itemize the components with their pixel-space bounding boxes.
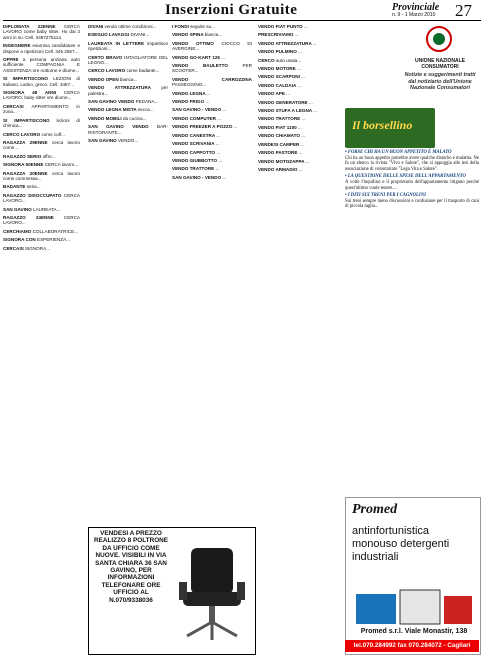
ads-column-1 xyxy=(3,24,80,654)
ad-text: cerca lavoro come commessa... xyxy=(3,170,80,181)
ad-heading: SAN GAVINO VENDO xyxy=(88,99,136,105)
ad-heading: DIVANI xyxy=(88,24,105,29)
ad-heading: VENDO GO-KART 125 xyxy=(172,54,222,60)
ad-text: CIOCCO DI AVERGINE... xyxy=(172,40,252,52)
ad-text: da cucina... xyxy=(122,115,147,121)
ad-heading: VENDO CAPPOTTO xyxy=(172,149,217,155)
ad-heading: VENDO CHIAMATO xyxy=(258,133,302,139)
ad-heading: VENDO OTTIMO xyxy=(172,40,222,46)
ad-text: ... xyxy=(205,99,210,105)
article-heading: • LA QUESTIONE DELLE SPESE DELL'APPARTAMENTO xyxy=(345,174,466,180)
issue-date: n. 9 - 1 Marzo 2010 xyxy=(392,12,436,18)
ad-heading: VENDO FREEZER A POZZO xyxy=(172,124,234,130)
classified-ad xyxy=(88,77,168,82)
classified-ad xyxy=(88,68,168,73)
ad-heading: SAN GAVINO VENDO xyxy=(88,124,158,130)
ad-heading: VENDO SCRIVANIA xyxy=(172,141,216,147)
ad-text: secca... xyxy=(137,107,154,113)
vendesi-ad-box xyxy=(88,527,256,655)
classified-ad xyxy=(172,24,252,29)
classified-ad xyxy=(172,41,252,52)
ad-text: APPARTAMENTO in zona... xyxy=(3,103,80,115)
ad-text: ... xyxy=(215,141,220,147)
ad-text: SIGNORA... xyxy=(24,245,50,251)
classified-ad xyxy=(258,142,338,147)
classified-ad xyxy=(172,133,252,138)
ad-heading: I FONDI xyxy=(172,24,191,29)
ad-text: DIVANI... xyxy=(130,32,150,38)
unione-logo-icon xyxy=(425,25,453,57)
classified-ad xyxy=(258,49,338,54)
ad-heading: VENDO CARROZZINA xyxy=(172,76,252,82)
classified-ad xyxy=(3,246,80,251)
classified-ad xyxy=(3,229,80,234)
classified-ad xyxy=(3,90,80,101)
ad-text: ... xyxy=(294,32,299,38)
classified-ad xyxy=(88,107,168,112)
ad-heading: VENDO GENERATORE xyxy=(258,99,309,105)
classified-ad xyxy=(3,184,80,189)
classified-ad xyxy=(3,43,80,54)
classified-ad xyxy=(172,158,252,163)
ad-heading: VENDO TRATTORE xyxy=(258,116,302,122)
ad-heading: VENDO ATTREZZATURA xyxy=(88,85,162,91)
office-chair-icon xyxy=(173,544,251,644)
ad-heading: CERCO LAVORO xyxy=(88,68,127,74)
ad-heading: SI IMPARTISCONO xyxy=(3,117,57,123)
ad-text: vendo ottime condizioni... xyxy=(104,24,157,29)
vendesi-ad-text: VENDESI A PREZZO REALIZZO 8 POLTRONE DA UFFICIO COME NUOVE. VISIBILI IN VIA SANTA CHIARA 36 SAN GAVINO, PER INFORMAZIONI TELEFONARE ORE UFFICIO AL N.070/9338036 xyxy=(93,530,169,604)
ad-heading: DIPLOMATA 22ENNE xyxy=(3,24,64,29)
ad-heading: RAGAZZA 29ENNE xyxy=(3,139,52,145)
ad-heading: VENDO BAULETTO xyxy=(172,63,243,69)
classified-ad xyxy=(3,154,80,159)
ad-heading: VENDO PASTORE xyxy=(258,150,299,156)
article-heading: • I DITI SUI TRENI PER I CAGNOLINI xyxy=(345,193,426,199)
ad-heading: CERCHIAMO xyxy=(3,228,33,234)
ad-text: ... xyxy=(221,54,226,60)
ad-text: PASSEGGINO... xyxy=(172,82,207,88)
ad-text: CERCA lavoro... xyxy=(44,162,79,168)
classified-ad xyxy=(258,32,338,37)
ad-heading: LAUREATA IN LETTERE xyxy=(88,40,148,46)
ad-text: ... xyxy=(312,40,317,46)
ad-text: come colf... xyxy=(41,131,65,137)
ad-text: ... xyxy=(300,141,305,147)
ad-heading: SAN GAVINO - VENDO xyxy=(172,174,223,180)
ad-heading: ESEGUO LAVAGGI xyxy=(88,32,131,38)
ad-heading: VENDO FIAT PUNTO xyxy=(258,24,305,29)
ad-heading: VENDO OPEN xyxy=(88,76,120,82)
ad-heading: VENDESI CAMPER xyxy=(258,141,301,147)
ad-text: LEZIONI di Italiano, Latino, greco. Cell. 3487... xyxy=(3,76,80,87)
ad-heading: SIGNORA 50ENNE xyxy=(3,162,45,168)
classified-ad xyxy=(258,74,338,79)
ad-heading: VENDO FIAT 1100 xyxy=(258,124,298,130)
ad-text: VENDO... xyxy=(118,138,139,144)
classified-ad xyxy=(258,24,338,29)
ad-text: CERCA LAVORO come baby sitter. Ho dai 3 anni in su. Cell. 3487275114. xyxy=(3,24,80,40)
article-heading: • FORSE CHI HA UN BUON APPETITO È MALATO xyxy=(345,150,452,155)
page-number: 27 xyxy=(455,1,472,20)
ad-text: cerca lavoro come... xyxy=(3,139,80,151)
classified-ad xyxy=(258,41,338,46)
classified-ad xyxy=(172,32,252,37)
classified-ad xyxy=(3,162,80,167)
ad-heading: VENDO SCARPONI xyxy=(258,74,302,80)
classified-ad xyxy=(3,193,80,204)
classified-ad xyxy=(172,175,252,180)
ad-heading: CERCO LAVORO xyxy=(3,131,42,137)
classified-ad xyxy=(258,58,338,63)
ad-heading: VENDO ARMADIO xyxy=(258,166,299,172)
ad-heading: VENDO CALDAIA xyxy=(258,82,298,88)
ad-text: ... xyxy=(217,115,222,121)
classified-ad xyxy=(88,32,168,37)
ad-heading: VENDO CANESTRA xyxy=(172,132,217,138)
ad-text: esamina candidature e dispone a ripetizioni Cell. 345 2567... xyxy=(3,43,80,54)
ad-text: ... xyxy=(215,166,220,172)
ad-heading: VENDO ATTREZZATURA xyxy=(258,40,313,46)
ad-heading: CERCASI xyxy=(3,245,25,251)
ad-text: ... xyxy=(218,157,223,163)
classified-ad xyxy=(3,104,80,115)
ad-text: ... xyxy=(298,49,302,55)
ad-text: lezioni di chimica... xyxy=(3,117,80,129)
ad-text: ... xyxy=(313,108,318,114)
classified-ad xyxy=(3,237,80,242)
classified-ad xyxy=(3,24,80,40)
ad-text: bianca... xyxy=(204,32,223,38)
promed-tagline: antinfortunistica monouso detergenti industriali xyxy=(352,525,450,563)
ad-heading: VENDO SPINA xyxy=(172,32,205,38)
ad-text: auto usata... xyxy=(275,57,302,63)
promed-phones: tel.070.284992 fax 070.284072 - Cagliari xyxy=(345,640,479,652)
ad-text: ... xyxy=(286,91,291,97)
ad-heading: VENDO MOTOZAPPA xyxy=(258,158,306,164)
ad-text: ... xyxy=(305,158,310,164)
classified-ad xyxy=(88,124,168,135)
ad-text: CERCA LAVORO... xyxy=(3,214,80,226)
ad-text: a persona anziana auto sufficiente COMPAGNIA E ASSISTENZA ore notturne e diurne... xyxy=(3,57,80,73)
ad-heading: BADANTE xyxy=(3,184,27,190)
classified-ad xyxy=(3,76,80,87)
product-boxes-icon xyxy=(352,586,476,626)
ad-heading: OFFRE xyxy=(3,57,23,63)
ad-heading: VENDO GIUBBOTTO xyxy=(172,157,219,163)
ad-text: ... xyxy=(216,132,221,138)
unione-note: Notizie e suggerimenti tratti dal notiziario dell'Unione Nazionale Consumatori xyxy=(404,72,476,92)
unione-name: UNIONE NAZIONALE CONSUMATORI xyxy=(415,58,465,70)
classified-ad xyxy=(172,166,252,171)
page-header xyxy=(0,0,482,20)
classified-ad xyxy=(3,132,80,137)
ad-heading: RAGAZZA 20ENNE xyxy=(3,170,52,176)
classified-ad xyxy=(258,83,338,88)
classified-ad xyxy=(172,141,252,146)
ad-heading: RAGAZZO 24ENNE xyxy=(3,214,64,220)
ad-heading: CERTO BRAVO xyxy=(88,54,125,60)
consumer-articles xyxy=(345,148,479,488)
ad-text: COLLABORATRICE... xyxy=(32,228,78,234)
ad-heading: RAGAZZO SERIO xyxy=(3,153,43,159)
classified-ad xyxy=(258,133,338,138)
classified-ad xyxy=(3,140,80,151)
ad-text: offre... xyxy=(42,153,56,159)
classified-ad xyxy=(3,207,80,212)
classified-ad xyxy=(172,99,252,104)
ad-text: LAUREATA... xyxy=(33,206,61,212)
classified-ad xyxy=(3,171,80,182)
ad-heading: PRESCRIVIAMO xyxy=(258,32,295,38)
classified-ad xyxy=(88,24,168,29)
ad-text: ... xyxy=(298,124,302,130)
classified-ad xyxy=(88,85,168,96)
ad-text: PER SCOOTER... xyxy=(172,63,252,74)
borsellino-title: Il borsellino xyxy=(352,118,413,132)
ad-heading: CERCASI xyxy=(3,103,32,109)
classified-ad xyxy=(258,116,338,121)
promed-logo: Promed xyxy=(352,502,398,517)
ad-text: ... xyxy=(206,90,211,96)
ad-text: INTAGLIATORE DEL LEGNO... xyxy=(88,54,168,66)
ad-heading: INGEGNERE xyxy=(3,43,33,49)
ad-text: PEDANA... xyxy=(135,99,159,105)
ad-text: ... xyxy=(216,149,221,155)
ad-text: ... xyxy=(301,133,306,139)
ad-text: ... xyxy=(222,174,227,180)
ad-text: ... xyxy=(301,116,306,122)
ad-text: ESPERIENZA... xyxy=(37,237,70,243)
ad-text: ... xyxy=(298,166,303,172)
ad-text: impartisce ripetizioni... xyxy=(88,40,168,52)
classified-ad xyxy=(3,57,80,73)
classified-ad xyxy=(172,91,252,96)
ad-heading: VENDO COMPUTER xyxy=(172,115,218,121)
classified-ad xyxy=(172,107,252,112)
ad-heading: VENDO MOTORE xyxy=(258,66,297,72)
classified-ad xyxy=(172,77,252,88)
ad-heading: SI IMPARTISCONO xyxy=(3,76,54,82)
classified-ad xyxy=(258,150,338,155)
ad-text: ... xyxy=(222,107,227,113)
ad-text: bianca... xyxy=(119,76,138,82)
ad-heading: VENDO LEGNA xyxy=(172,90,207,96)
ad-text: seguite su... xyxy=(190,24,215,29)
ad-heading: VENDO TRATTORE xyxy=(172,166,216,172)
ad-text: ... xyxy=(304,24,308,29)
classified-ad xyxy=(88,99,168,104)
classified-ad xyxy=(88,41,168,52)
classified-ad xyxy=(258,108,338,113)
ad-heading: SIGNORA CON xyxy=(3,237,38,243)
ad-heading: SIGNORA 48 ANNI xyxy=(3,90,64,96)
ad-text: CERCA LAVORO, baby sitter ore diurne... xyxy=(3,90,80,101)
ad-heading: RAGAZZO DISOCCUPATO xyxy=(3,192,64,198)
ad-text: CERCA LAVORO... xyxy=(3,192,80,204)
ad-heading: SAN GAVINO xyxy=(88,138,119,144)
ad-text: ... xyxy=(298,150,303,156)
ad-heading: VENDO APE xyxy=(258,91,287,97)
classified-ad xyxy=(258,91,338,96)
ad-text: ... xyxy=(297,82,302,88)
ad-text: BAR-RISTORANTE... xyxy=(88,124,168,135)
promed-address: Promed s.r.l. Viale Monastir, 138 xyxy=(360,628,468,635)
classified-ad xyxy=(258,100,338,105)
classified-ad xyxy=(88,138,168,143)
ad-heading: SAN GAVINO - VENDO xyxy=(172,107,223,113)
ad-text: ... xyxy=(308,99,313,105)
ad-heading: VENDO FRIGO xyxy=(172,99,206,105)
classified-ad xyxy=(172,124,252,129)
ad-heading: CERCO xyxy=(258,57,276,63)
ad-text: per palestra... xyxy=(88,85,168,96)
classified-ad xyxy=(88,55,168,66)
classified-ad xyxy=(258,167,338,172)
ad-heading: VENDO MOBILI xyxy=(88,115,123,121)
ad-heading: VENDO PULMINO xyxy=(258,49,299,55)
ad-heading: SAN GAVINO xyxy=(3,206,34,212)
ads-column-3 xyxy=(172,24,252,524)
section-title: Inserzioni Gratuite xyxy=(165,2,298,18)
ad-heading: VENDO STUFA A LEGNA xyxy=(258,108,314,114)
ad-text: come badante... xyxy=(126,68,160,74)
classified-ad xyxy=(172,116,252,121)
ad-text: ... xyxy=(233,124,238,130)
article-text: A volte l'inquilino e il proprietario dell'appartamento litigano perché quest'ultimo vuole tenere.... xyxy=(345,179,479,191)
classified-ad xyxy=(3,215,80,226)
classified-ad xyxy=(172,63,252,74)
article-text: Sui treni sempre meno discussioni e confusione per il trasporto di cani di piccola taglia... xyxy=(345,198,479,210)
classified-ad xyxy=(172,150,252,155)
ad-text: ... xyxy=(296,66,301,72)
classified-ad xyxy=(3,118,80,129)
newspaper-logo: Provinciale xyxy=(392,2,440,13)
classified-ad xyxy=(258,66,338,71)
classified-ad xyxy=(88,116,168,121)
classified-ad xyxy=(172,55,252,60)
ad-text: seria... xyxy=(26,184,41,190)
ads-column-2 xyxy=(88,24,168,524)
header-rule xyxy=(3,20,481,21)
classified-ad xyxy=(258,159,338,164)
classified-ad xyxy=(258,125,338,130)
ad-heading: VENDO LEGNA MISTA xyxy=(88,107,138,113)
ad-text: ... xyxy=(301,74,305,80)
article-text: Chi ha un buon appetito potrebbe avere qualche disturbo e malattia. Ne fa un elenco la rivista "Vivo e Salute", che si appoggia alle tesi della associazione di volontariato "Lega Vita e Salute". xyxy=(345,155,479,172)
ads-column-4 xyxy=(258,24,338,614)
